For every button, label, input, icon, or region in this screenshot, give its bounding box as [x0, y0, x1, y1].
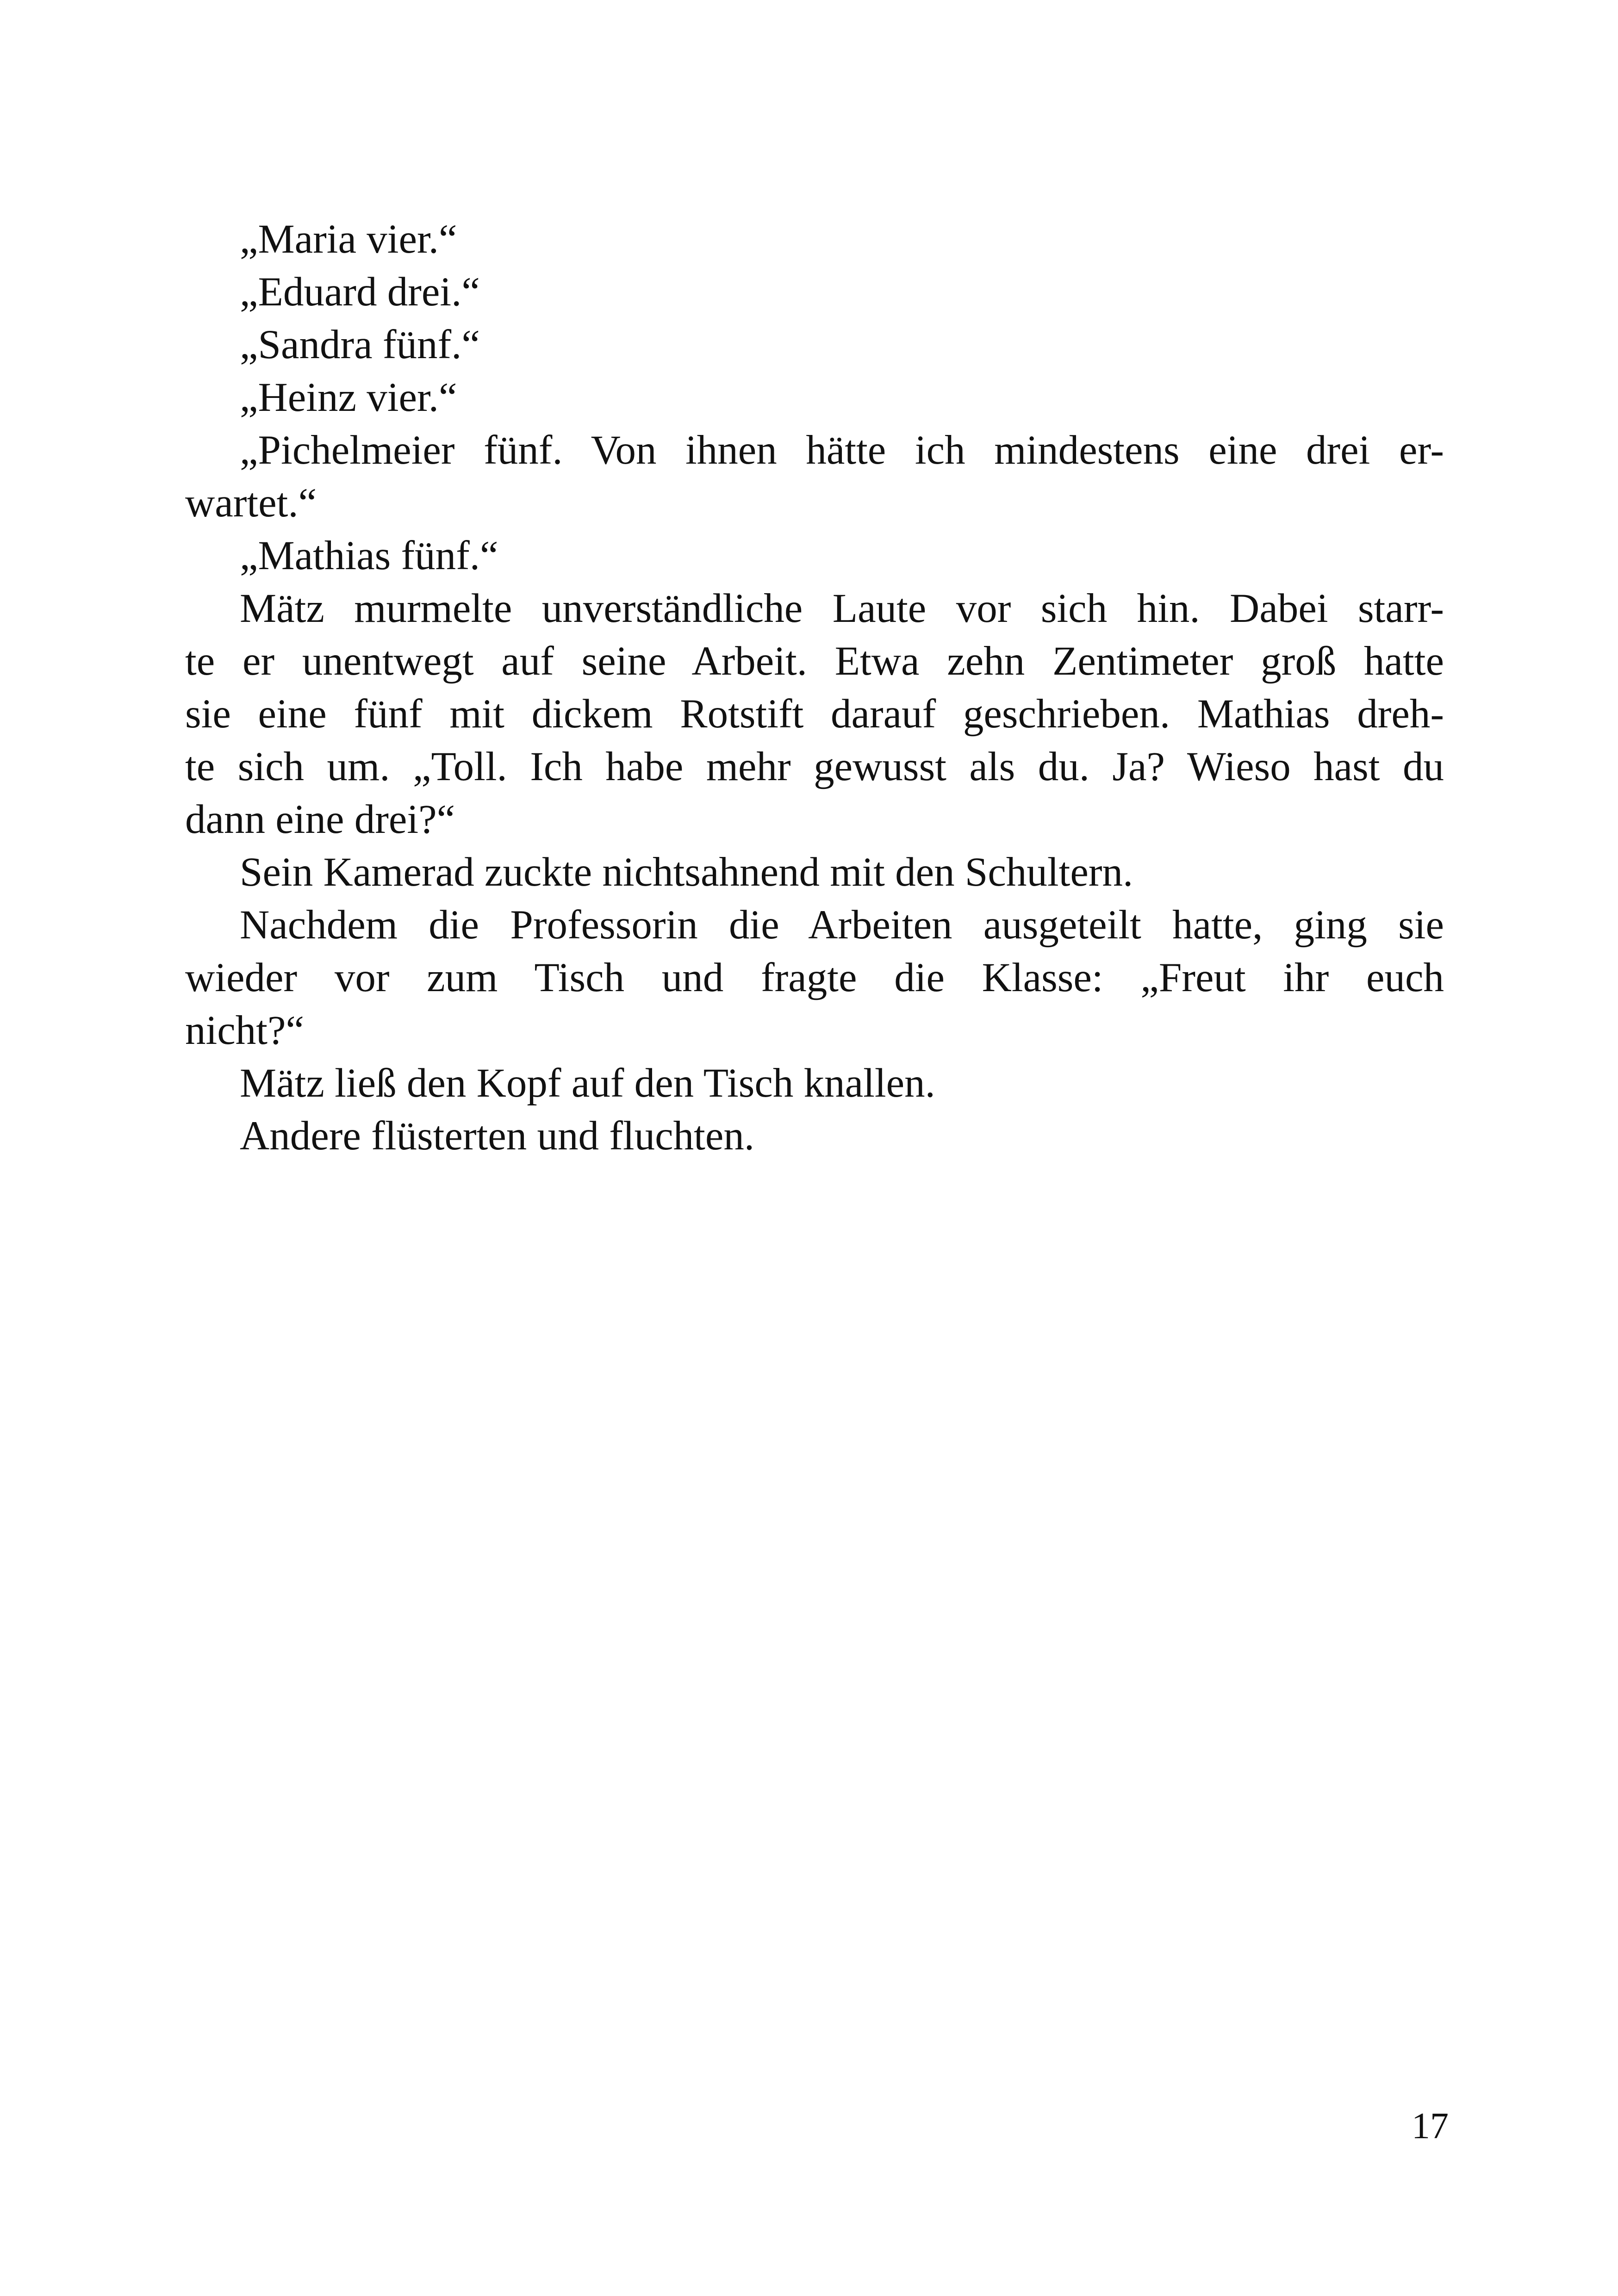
text-line: Nachdem die Professorin die Arbeiten ausgeteilt hatte, ging sie: [240, 902, 1444, 948]
text-line: „Heinz vier.“: [240, 375, 457, 420]
text-line: Sein Kamerad zuckte nichtsahnend mit den Schultern.: [240, 850, 1133, 895]
text-line: „Eduard drei.“: [240, 269, 480, 315]
text-line: te er unentwegt auf seine Arbeit. Etwa zehn Zentimeter groß hatte: [185, 639, 1444, 684]
text-line: te sich um. „Toll. Ich habe mehr gewusst als du. Ja? Wieso hast du: [185, 744, 1444, 789]
text-line: Mätz ließ den Kopf auf den Tisch knallen.: [240, 1061, 935, 1106]
text-line: Mätz murmelte unverständliche Laute vor sich hin. Dabei starr-: [240, 586, 1444, 631]
page-number: 17: [1412, 2106, 1449, 2147]
text-line: sie eine fünf mit dickem Rotstift darauf geschrieben. Mathias dreh-: [185, 691, 1444, 737]
text-line: Andere flüsterten und fluchten.: [240, 1113, 755, 1159]
text-line: „Mathias fünf.“: [240, 533, 498, 578]
text-line: „Pichelmeier fünf. Von ihnen hätte ich mindestens eine drei er-: [240, 428, 1444, 473]
body-text: [185, 213, 1444, 1162]
text-line: „Maria vier.“: [240, 217, 457, 262]
text-line: nicht?“: [185, 1008, 304, 1053]
text-line: wartet.“: [185, 480, 317, 526]
text-line: wieder vor zum Tisch und fragte die Klasse: „Freut ihr euch: [185, 955, 1444, 1000]
text-line: „Sandra fünf.“: [240, 322, 480, 367]
text-line: dann eine drei?“: [185, 797, 455, 842]
